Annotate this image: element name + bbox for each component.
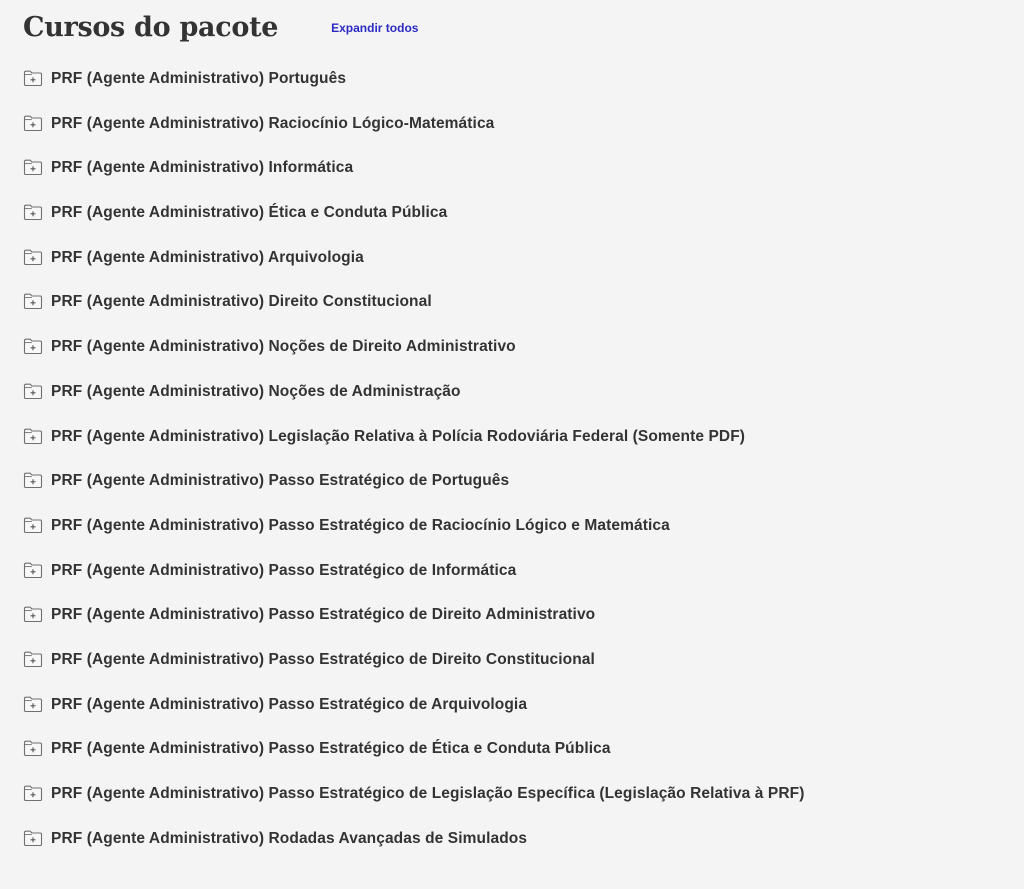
course-item[interactable] [23, 114, 804, 159]
course-label[interactable]: PRF (Agente Administrativo) Passo Estratégico de Legislação Específica (Legislação Relativa à PRF) [51, 785, 805, 802]
course-item[interactable] [23, 471, 804, 516]
folder-plus-icon[interactable] [23, 562, 43, 579]
course-item[interactable] [23, 650, 804, 695]
course-item[interactable] [23, 516, 804, 561]
course-label[interactable]: PRF (Agente Administrativo) Ética e Conduta Pública [51, 204, 448, 222]
folder-plus-icon[interactable] [23, 115, 43, 132]
course-label[interactable]: PRF (Agente Administrativo) Passo Estratégico de Arquivologia [51, 695, 528, 713]
folder-plus-icon[interactable] [23, 249, 43, 266]
course-label[interactable]: PRF (Agente Administrativo) Rodadas Avançadas de Simulados [51, 829, 528, 847]
course-item[interactable] [23, 248, 804, 293]
course-label[interactable]: PRF (Agente Administrativo) Legislação Relativa à Polícia Rodoviária Federal (Somente PDF) [51, 427, 746, 445]
course-label[interactable]: PRF (Agente Administrativo) Passo Estratégico de Informática [51, 561, 517, 579]
course-item[interactable] [23, 561, 804, 606]
course-label[interactable]: PRF (Agente Administrativo) Informática [51, 159, 354, 177]
course-list [23, 69, 804, 873]
folder-plus-icon[interactable] [23, 740, 43, 757]
course-label[interactable]: PRF (Agente Administrativo) Passo Estratégico de Raciocínio Lógico e Matemática [51, 516, 670, 534]
course-item[interactable] [23, 427, 804, 472]
folder-plus-icon[interactable] [23, 696, 43, 713]
course-item[interactable] [23, 158, 804, 203]
folder-plus-icon[interactable] [23, 830, 43, 847]
folder-plus-icon[interactable] [23, 785, 43, 802]
course-item[interactable] [23, 695, 804, 740]
folder-plus-icon[interactable] [23, 472, 43, 489]
course-label[interactable]: PRF (Agente Administrativo) Português [51, 70, 347, 87]
course-label[interactable]: PRF (Agente Administrativo) Passo Estratégico de Direito Constitucional [51, 650, 595, 668]
course-label[interactable]: PRF (Agente Administrativo) Passo Estratégico de Ética e Conduta Pública [51, 740, 611, 758]
course-item[interactable] [23, 829, 804, 874]
course-item[interactable] [23, 337, 804, 382]
course-item[interactable] [23, 203, 804, 248]
course-item[interactable] [23, 605, 804, 650]
folder-plus-icon[interactable] [23, 517, 43, 534]
section-header [23, 12, 418, 43]
folder-plus-icon[interactable] [23, 428, 43, 445]
course-item[interactable] [23, 69, 804, 114]
course-label[interactable]: PRF (Agente Administrativo) Raciocínio Lógico-Matemática [51, 114, 495, 132]
expand-all-link[interactable]: Expandir todos [331, 21, 419, 35]
folder-plus-icon[interactable] [23, 293, 43, 310]
course-label[interactable]: PRF (Agente Administrativo) Noções de Direito Administrativo [51, 338, 516, 356]
course-label[interactable]: PRF (Agente Administrativo) Passo Estratégico de Direito Administrativo [51, 606, 596, 624]
folder-plus-icon[interactable] [23, 383, 43, 400]
course-item[interactable] [23, 382, 804, 427]
course-item[interactable] [23, 292, 804, 337]
folder-plus-icon[interactable] [23, 159, 43, 176]
folder-plus-icon[interactable] [23, 204, 43, 221]
course-label[interactable]: PRF (Agente Administrativo) Arquivologia [51, 248, 364, 266]
course-item[interactable] [23, 784, 804, 829]
course-label[interactable]: PRF (Agente Administrativo) Passo Estratégico de Português [51, 472, 510, 490]
folder-plus-icon[interactable] [23, 651, 43, 668]
course-label[interactable]: PRF (Agente Administrativo) Noções de Administração [51, 382, 461, 400]
page-title: Cursos do pacote [23, 12, 279, 43]
course-item[interactable] [23, 739, 804, 784]
folder-plus-icon[interactable] [23, 338, 43, 355]
course-label[interactable]: PRF (Agente Administrativo) Direito Constitucional [51, 293, 432, 311]
folder-plus-icon[interactable] [23, 70, 43, 87]
folder-plus-icon[interactable] [23, 606, 43, 623]
